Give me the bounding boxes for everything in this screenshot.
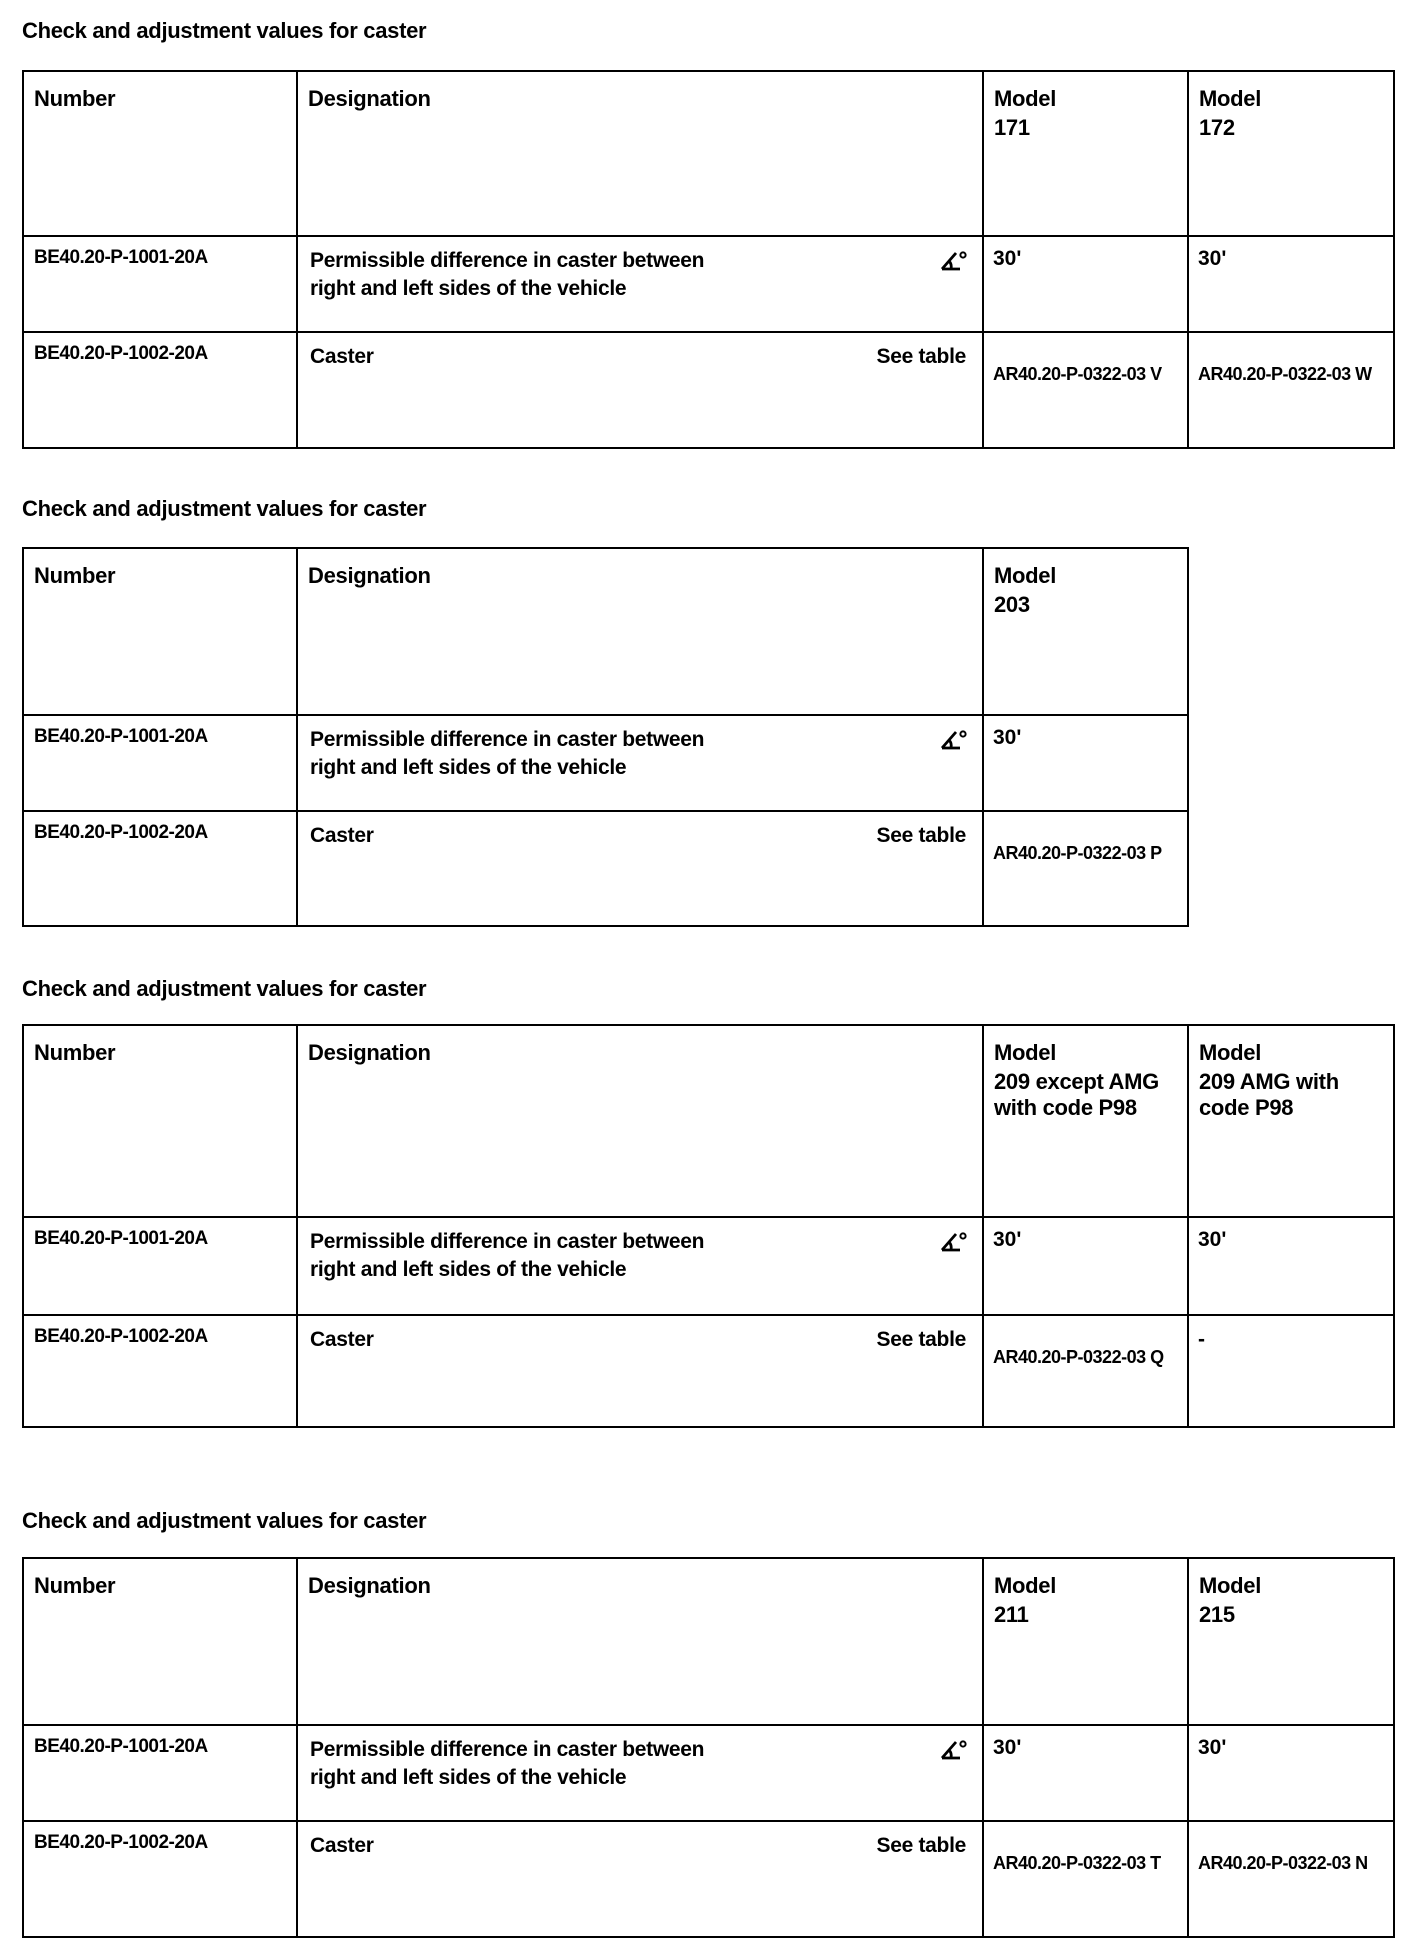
row-designation: Caster [310, 345, 374, 368]
row-number: BE40.20-P-1002-20A [34, 822, 208, 843]
number-cell [23, 236, 297, 332]
table-row [23, 715, 1188, 811]
header-number: Number [34, 1040, 116, 1065]
header-model [984, 1559, 1187, 1628]
reference-link[interactable]: AR40.20-P-0322-03 W [1198, 364, 1372, 384]
row-designation: Caster [310, 824, 374, 847]
reference-link[interactable]: AR40.20-P-0322-03 V [993, 364, 1162, 384]
see-table-note: See table [876, 345, 966, 368]
section-title: Check and adjustment values for caster [22, 1508, 427, 1533]
row-number: BE40.20-P-1001-20A [34, 1228, 208, 1249]
table-row [23, 811, 1188, 926]
value-cell [983, 1217, 1188, 1315]
model-value: 209 AMG with code P98 [1199, 1069, 1339, 1120]
table-row [23, 1315, 1394, 1427]
section-title: Check and adjustment values for caster [22, 976, 427, 1001]
header-cell-number [23, 71, 297, 236]
spec-table [22, 70, 1395, 449]
row-value: 30' [1198, 1228, 1227, 1251]
header-number: Number [34, 1573, 116, 1598]
model-label: Model [994, 1573, 1057, 1598]
table-header-row [23, 1558, 1394, 1725]
designation-cell [297, 715, 983, 811]
row-value: 30' [1198, 1736, 1227, 1759]
section-title: Check and adjustment values for caster [22, 18, 427, 43]
table-row [23, 332, 1394, 448]
table-row [23, 1821, 1394, 1937]
number-cell [23, 1821, 297, 1937]
value-cell [1188, 1315, 1394, 1427]
see-table-note: See table [876, 1834, 966, 1857]
spec-table [22, 1557, 1395, 1938]
row-designation: Permissible difference in caster between right and left sides of the vehicle [310, 249, 705, 300]
spec-table [22, 547, 1189, 927]
reference-link[interactable]: AR40.20-P-0322-03 N [1198, 1853, 1368, 1873]
header-cell-number [23, 1025, 297, 1217]
value-cell [983, 236, 1188, 332]
row-value: 30' [993, 1228, 1022, 1251]
table-row [23, 1725, 1394, 1821]
value-cell [983, 715, 1188, 811]
value-cell [1188, 236, 1394, 332]
table-header-row [23, 71, 1394, 236]
angle-degree-icon [938, 1230, 968, 1254]
header-cell-model [983, 1558, 1188, 1725]
header-cell-number [23, 1558, 297, 1725]
header-cell-model [983, 548, 1188, 715]
value-cell [1188, 1821, 1394, 1937]
row-number: BE40.20-P-1001-20A [34, 726, 208, 747]
number-cell [23, 1217, 297, 1315]
row-designation: Permissible difference in caster between right and left sides of the vehicle [310, 1738, 705, 1789]
angle-degree-icon [938, 728, 968, 752]
row-number: BE40.20-P-1002-20A [34, 1832, 208, 1853]
model-value: 203 [994, 592, 1030, 617]
table-row [23, 1217, 1394, 1315]
model-label: Model [1199, 1573, 1262, 1598]
see-table-note: See table [876, 824, 966, 847]
header-model [1189, 72, 1393, 141]
row-designation: Caster [310, 1834, 374, 1857]
table-header-row [23, 548, 1188, 715]
number-cell [23, 1315, 297, 1427]
header-cell-designation [297, 71, 983, 236]
header-cell-model [1188, 1558, 1394, 1725]
number-cell [23, 1725, 297, 1821]
header-designation: Designation [308, 1573, 431, 1598]
designation-cell [297, 811, 983, 926]
row-value: 30' [993, 1736, 1022, 1759]
table-header-row [23, 1025, 1394, 1217]
value-cell [1188, 1725, 1394, 1821]
value-cell [983, 1821, 1188, 1937]
designation-cell [297, 1217, 983, 1315]
row-value: 30' [1198, 247, 1227, 270]
angle-degree-icon [938, 249, 968, 273]
header-model [984, 1026, 1187, 1121]
row-number: BE40.20-P-1002-20A [34, 1326, 208, 1347]
reference-link[interactable]: AR40.20-P-0322-03 T [993, 1853, 1161, 1873]
model-value: 171 [994, 115, 1030, 140]
header-cell-number [23, 548, 297, 715]
designation-cell [297, 236, 983, 332]
header-model [984, 72, 1187, 141]
row-designation: Permissible difference in caster between right and left sides of the vehicle [310, 728, 705, 779]
reference-link[interactable]: AR40.20-P-0322-03 P [993, 843, 1162, 863]
see-table-note: See table [876, 1328, 966, 1351]
header-designation: Designation [308, 563, 431, 588]
table-row [23, 236, 1394, 332]
model-label: Model [994, 1040, 1057, 1065]
value-cell [1188, 1217, 1394, 1315]
row-number: BE40.20-P-1002-20A [34, 343, 208, 364]
header-cell-designation [297, 1025, 983, 1217]
number-cell [23, 811, 297, 926]
row-value: 30' [993, 247, 1022, 270]
angle-degree-icon [938, 1738, 968, 1762]
row-designation: Caster [310, 1328, 374, 1351]
row-designation: Permissible difference in caster between right and left sides of the vehicle [310, 1230, 705, 1281]
header-number: Number [34, 563, 116, 588]
model-label: Model [1199, 86, 1262, 111]
header-model [1189, 1026, 1393, 1121]
value-cell [983, 332, 1188, 448]
header-model [1189, 1559, 1393, 1628]
designation-cell [297, 1725, 983, 1821]
value-cell [983, 811, 1188, 926]
model-label: Model [994, 86, 1057, 111]
model-value: 172 [1199, 115, 1235, 140]
header-designation: Designation [308, 1040, 431, 1065]
section-title: Check and adjustment values for caster [22, 496, 427, 521]
header-designation: Designation [308, 86, 431, 111]
designation-cell [297, 1315, 983, 1427]
header-cell-designation [297, 548, 983, 715]
value-cell [983, 1315, 1188, 1427]
header-cell-model [1188, 71, 1394, 236]
row-number: BE40.20-P-1001-20A [34, 1736, 208, 1757]
designation-cell [297, 332, 983, 448]
value-cell [983, 1725, 1188, 1821]
model-value: 211 [994, 1602, 1029, 1627]
header-cell-model [983, 1025, 1188, 1217]
row-value: - [1198, 1328, 1205, 1351]
model-value: 209 except AMG with code P98 [994, 1069, 1159, 1120]
model-label: Model [1199, 1040, 1262, 1065]
header-cell-designation [297, 1558, 983, 1725]
row-number: BE40.20-P-1001-20A [34, 247, 208, 268]
value-cell [1188, 332, 1394, 448]
header-model [984, 549, 1187, 618]
header-cell-model [1188, 1025, 1394, 1217]
number-cell [23, 715, 297, 811]
number-cell [23, 332, 297, 448]
designation-cell [297, 1821, 983, 1937]
header-cell-model [983, 71, 1188, 236]
header-number: Number [34, 86, 116, 111]
reference-link[interactable]: AR40.20-P-0322-03 Q [993, 1347, 1164, 1367]
model-label: Model [994, 563, 1057, 588]
model-value: 215 [1199, 1602, 1235, 1627]
spec-table [22, 1024, 1395, 1428]
row-value: 30' [993, 726, 1022, 749]
